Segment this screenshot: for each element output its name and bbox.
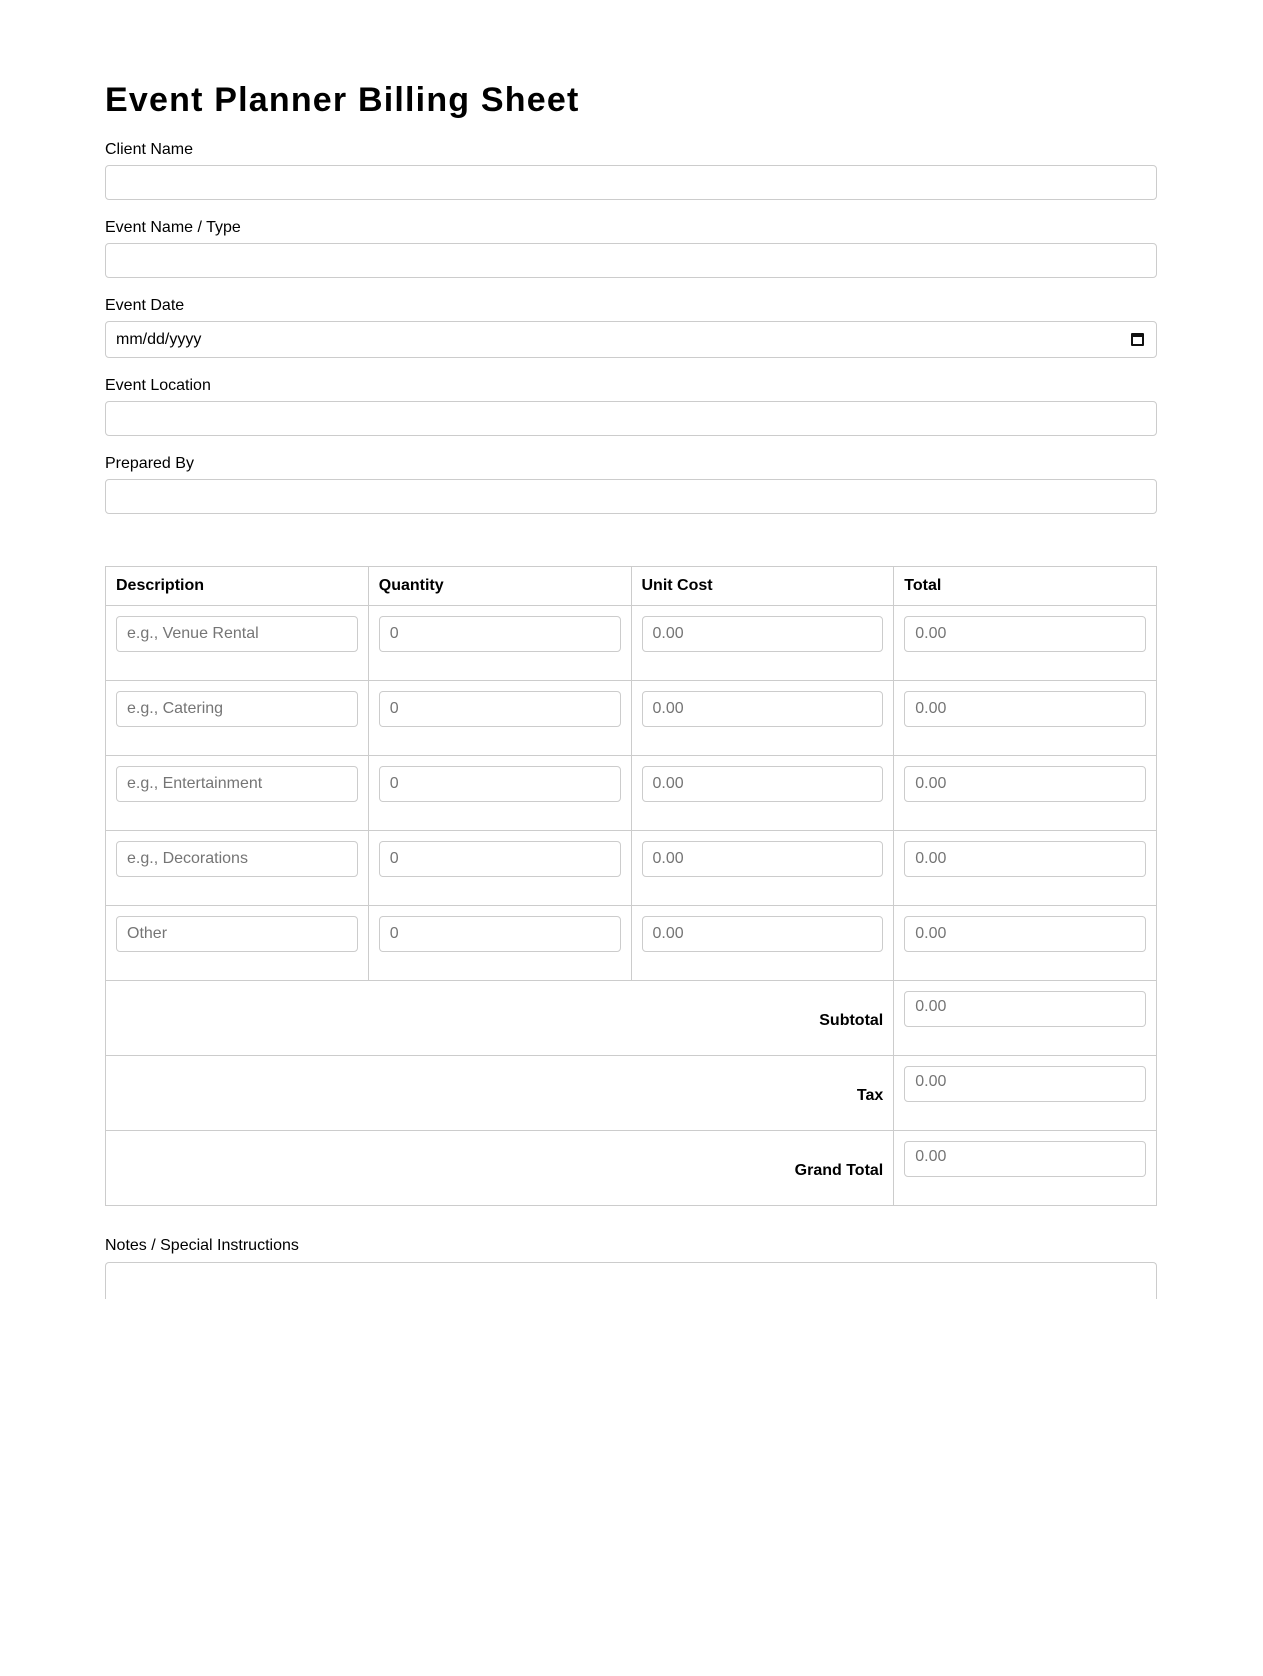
total-input[interactable]: 0.00 — [904, 916, 1146, 952]
quantity-input[interactable]: 0 — [379, 616, 621, 652]
event-date-label: Event Date — [105, 297, 185, 314]
event-location-input[interactable] — [105, 401, 1157, 436]
tax-input[interactable]: 0.00 — [904, 1066, 1146, 1102]
grand-total-row — [106, 1131, 1157, 1206]
grand-total-input[interactable]: 0.00 — [904, 1141, 1146, 1177]
event-location-label: Event Location — [105, 377, 211, 394]
unit-cost-input[interactable]: 0.00 — [642, 841, 884, 877]
tax-row — [106, 1056, 1157, 1131]
grand-total-label: Grand Total — [106, 1131, 894, 1206]
client-name-group — [105, 141, 1157, 159]
total-input[interactable]: 0.00 — [904, 766, 1146, 802]
quantity-input[interactable]: 0 — [379, 916, 621, 952]
event-name-group — [105, 219, 1157, 237]
tax-label: Tax — [106, 1056, 894, 1131]
prepared-by-input[interactable] — [105, 479, 1157, 514]
table-header-row — [106, 567, 1157, 606]
client-name-label: Client Name — [105, 141, 194, 158]
description-input[interactable]: e.g., Venue Rental — [116, 616, 358, 652]
description-input[interactable]: e.g., Decorations — [116, 841, 358, 877]
event-name-label: Event Name / Type — [105, 219, 241, 236]
subtotal-label: Subtotal — [106, 981, 894, 1056]
header-unit-cost: Unit Cost — [631, 567, 894, 606]
prepared-by-group — [105, 455, 1157, 473]
unit-cost-input[interactable]: 0.00 — [642, 916, 884, 952]
total-input[interactable]: 0.00 — [904, 841, 1146, 877]
table-row — [106, 681, 1157, 756]
table-row — [106, 906, 1157, 981]
event-date-input[interactable] — [105, 321, 1157, 358]
client-name-input[interactable] — [105, 165, 1157, 200]
unit-cost-input[interactable]: 0.00 — [642, 691, 884, 727]
description-input[interactable]: e.g., Entertainment — [116, 766, 358, 802]
total-input[interactable]: 0.00 — [904, 616, 1146, 652]
quantity-input[interactable]: 0 — [379, 766, 621, 802]
header-description: Description — [106, 567, 369, 606]
prepared-by-label: Prepared By — [105, 455, 194, 472]
table-row — [106, 756, 1157, 831]
notes-group — [105, 1237, 1157, 1255]
unit-cost-input[interactable]: 0.00 — [642, 766, 884, 802]
table-row — [106, 606, 1157, 681]
quantity-input[interactable]: 0 — [379, 841, 621, 877]
header-quantity: Quantity — [368, 567, 631, 606]
total-input[interactable]: 0.00 — [904, 691, 1146, 727]
event-date-group — [105, 297, 1157, 348]
event-name-input[interactable] — [105, 243, 1157, 278]
table-row — [106, 831, 1157, 906]
notes-label: Notes / Special Instructions — [105, 1237, 299, 1254]
notes-textarea[interactable] — [105, 1262, 1157, 1299]
description-input[interactable]: e.g., Catering — [116, 691, 358, 727]
unit-cost-input[interactable]: 0.00 — [642, 616, 884, 652]
billing-table — [105, 566, 1157, 1206]
description-input[interactable]: Other — [116, 916, 358, 952]
subtotal-row — [106, 981, 1157, 1056]
quantity-input[interactable]: 0 — [379, 691, 621, 727]
calendar-icon[interactable] — [1131, 333, 1144, 346]
header-total: Total — [894, 567, 1157, 606]
page-title: Event Planner Billing Sheet — [105, 81, 580, 119]
event-date-value: mm/dd/yyyy — [116, 330, 202, 348]
event-location-group — [105, 377, 1157, 395]
subtotal-input[interactable]: 0.00 — [904, 991, 1146, 1027]
